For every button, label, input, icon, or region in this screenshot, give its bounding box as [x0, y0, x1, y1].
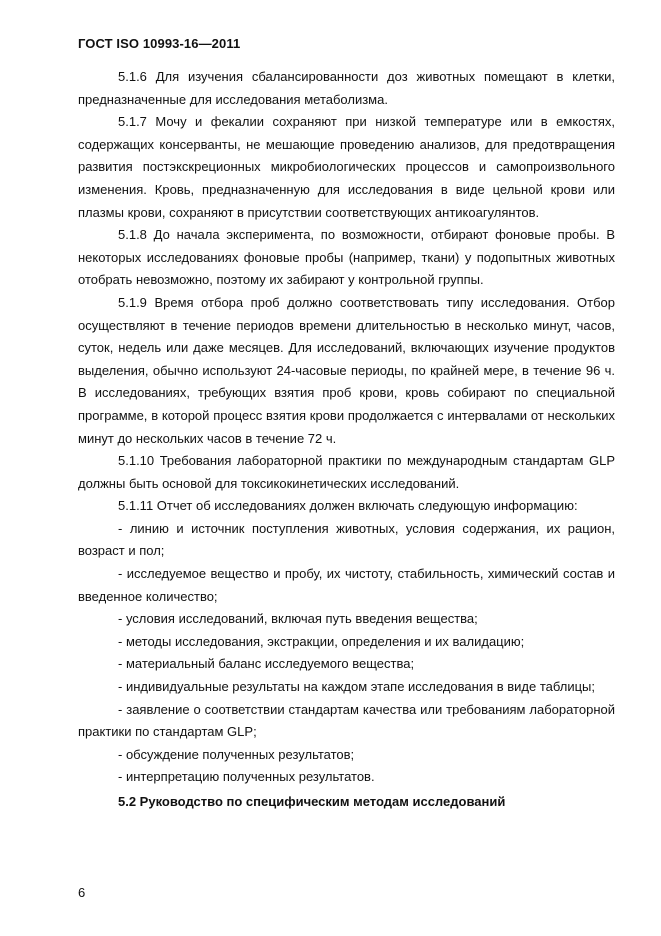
section-heading: 5.2 Руководство по специфическим методам исследований: [118, 794, 506, 809]
paragraph-5-1-6: 5.1.6 Для изучения сбалансированности доз животных помещают в клетки, предназначенные для исследования метаболизма.: [78, 69, 615, 107]
list-item: - заявление о соответствии стандартам качества или требованиям лабораторной практики по стандартам GLP;: [78, 701, 615, 740]
list-item: - обсуждение полученных результатов;: [118, 746, 355, 762]
list-item: - интерпретацию полученных результатов.: [118, 769, 375, 785]
paragraph-5-1-9: 5.1.9 Время отбора проб должно соответствовать типу исследования. Отбор осуществляют в течение периодов времени длительностью в несколько минут, часов, суток, недель или даже месяцев. Для исследований, включающих изучение продуктов выделения, обычно используют 24-часовые периоды, по крайней мере, в течение 96 ч. В исследованиях, требующих взятия проб крови, кровь собирают по специальной программе, в которой процесс взятия крови продолжается с интервалами от нескольких минут до нескольких часов в течение 72 ч.: [78, 294, 615, 446]
document-body: [78, 66, 615, 814]
paragraph-5-1-10: 5.1.10 Требования лабораторной практики по международным стандартам GLP должны быть основой для токсикокинетических исследований.: [78, 453, 615, 491]
document-header: ГОСТ ISO 10993-16—2011: [78, 36, 241, 51]
list-item: - материальный баланс исследуемого вещества;: [118, 656, 415, 672]
paragraph-5-1-8: 5.1.8 До начала эксперимента, по возможности, отбирают фоновые пробы. В некоторых исследованиях фоновые пробы (например, ткани) у подопытных животных отобрать невозможно, поэтому их забирают у контрольной группы.: [78, 227, 615, 288]
list-item: - методы исследования, экстракции, определения и их валидацию;: [118, 633, 525, 649]
page-number: 6: [78, 885, 86, 900]
list-item: - условия исследований, включая путь введения вещества;: [118, 611, 478, 627]
paragraph-5-1-11: 5.1.11 Отчет об исследованиях должен включать следующую информацию:: [118, 498, 578, 514]
list-item: - индивидуальные результаты на каждом этапе исследования в виде таблицы;: [118, 679, 596, 695]
paragraph-5-1-7: 5.1.7 Мочу и фекалии сохраняют при низкой температуре или в емкостях, содержащих консерванты, не мешающие проведению анализов, для предотвращения развития постэкскреционных микробиологических процессов и самопроизвольного изменения. Кровь, предназначенную для исследования в виде цельной крови или плазмы крови, сохраняют в присутствии соответствующих антикоагулянтов.: [78, 114, 615, 220]
list-item: - линию и источник поступления животных, условия содержания, их рацион, возраст и пол;: [78, 520, 615, 559]
list-item: - исследуемое вещество и пробу, их чистоту, стабильность, химический состав и введенное количество;: [78, 566, 615, 604]
